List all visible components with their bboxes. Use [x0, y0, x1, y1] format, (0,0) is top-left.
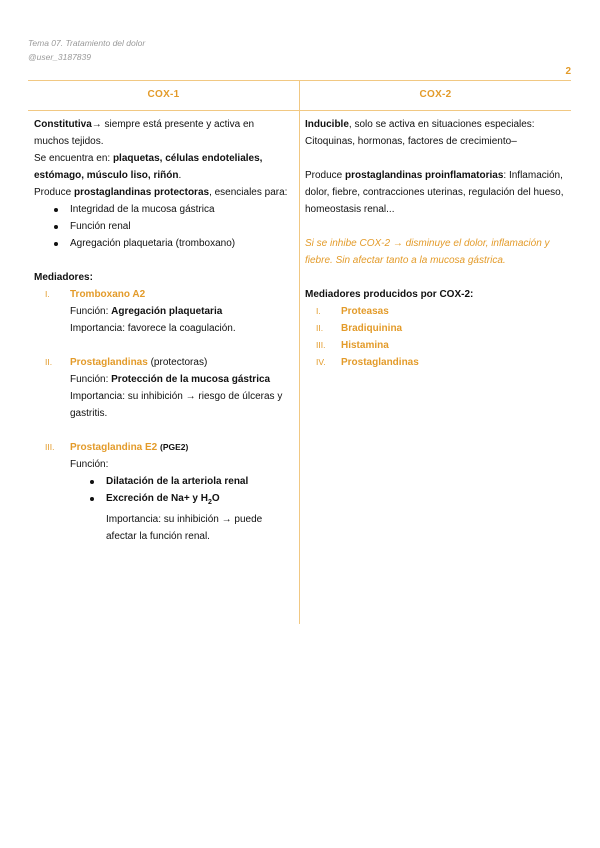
mediator-name: Prostaglandinas	[341, 357, 419, 368]
mediator-item	[34, 439, 290, 545]
mediator-item	[305, 303, 567, 320]
mediator-name-suffix: (PGE2)	[160, 442, 189, 452]
pge2-function-2: Excreción de Na+ y H	[106, 493, 208, 504]
user-handle: @user_3187839	[28, 52, 91, 62]
cox1-mediators-title	[34, 269, 290, 286]
mediator-name: Prostaglandinas	[70, 357, 148, 368]
cox2-inducible: Inducible	[305, 119, 349, 130]
roman-numeral: II.	[45, 357, 53, 367]
cox1-cell	[34, 116, 290, 545]
roman-numeral: III.	[316, 340, 326, 350]
cox2-mediators-title-text: Mediadores producidos por COX-2:	[305, 289, 474, 300]
mediator-name: Prostaglandina E2	[70, 442, 158, 453]
cox2-inhibition-note: Si se inhibe COX-2 → disminuye el dolor, inflamación y fiebre. Sin afectar tanto a la mucosa gástrica.	[305, 238, 550, 266]
cox1-location-end: .	[178, 170, 182, 181]
mediator-name: Histamina	[341, 340, 389, 351]
comparison-table	[28, 80, 571, 624]
cox1-definition	[34, 116, 290, 150]
mediator-item	[305, 337, 567, 354]
roman-numeral: II.	[316, 323, 324, 333]
function-label: Función:	[70, 374, 112, 385]
cox1-protective-pg: prostaglandinas protectoras	[74, 187, 210, 198]
mediator-item	[34, 354, 290, 422]
importance-text: Importancia: su inhibición → riesgo de úlceras y gastritis.	[70, 391, 283, 419]
pge2-function-1: Dilatación de la arteriola renal	[106, 476, 249, 487]
cox2-definition	[305, 116, 567, 150]
cox2-cell	[305, 116, 567, 371]
list-item: Agregación plaquetaria (tromboxano)	[34, 235, 290, 252]
list-item	[70, 473, 290, 490]
cox1-location-list: plaquetas, células endoteliales, estómago, músculo liso, riñón	[34, 153, 263, 181]
cox1-location	[34, 150, 290, 184]
importance-text: Importancia: su inhibición → puede afectar la función renal.	[106, 514, 263, 542]
cox1-mediators-list	[34, 286, 290, 545]
list-item: Función renal	[34, 218, 290, 235]
list-item	[70, 490, 290, 511]
roman-numeral: IV.	[316, 357, 326, 367]
mediator-name: Bradiquinina	[341, 323, 403, 334]
page-number: 2	[565, 66, 571, 77]
function-label: Función:	[70, 459, 109, 470]
cox2-proinflammatory-pg: prostaglandinas proinflamatorias	[345, 170, 504, 181]
cox2-mediators-list	[305, 303, 567, 371]
column-header-cox2: COX-2	[419, 89, 452, 100]
cox2-mediators-title	[305, 286, 567, 303]
roman-numeral: I.	[45, 289, 50, 299]
column-divider	[299, 80, 300, 624]
roman-numeral: I.	[316, 306, 321, 316]
mediator-item	[305, 354, 567, 371]
mediator-item	[305, 320, 567, 337]
mediator-item	[34, 286, 290, 337]
function-value: Agregación plaquetaria	[111, 306, 223, 317]
roman-numeral: III.	[45, 442, 55, 452]
cox1-mediators-title-text: Mediadores:	[34, 272, 93, 283]
cox1-produces-label: Produce	[34, 187, 75, 198]
cox2-produces	[305, 167, 567, 218]
function-label: Función:	[70, 306, 112, 317]
document-header	[28, 36, 145, 64]
column-header-cox1: COX-1	[147, 89, 180, 100]
topic-title: Tema 07. Tratamiento del dolor	[28, 38, 146, 48]
list-item: Integridad de la mucosa gástrica	[34, 201, 290, 218]
importance-text: Importancia: favorece la coagulación.	[70, 323, 236, 334]
cox2-definition-text: , solo se activa en situaciones especiales: Citoquinas, hormonas, factores de crecimiento–	[305, 119, 535, 147]
subscript-2: 2	[208, 499, 212, 506]
cox1-location-label: Se encuentra en:	[34, 153, 113, 164]
pge2-function-2-end: O	[211, 493, 220, 504]
cox2-produces-text: : Inflamación, dolor, fiebre, contracciones uterinas, regulación del hueso, homeostasis renal...	[305, 170, 564, 215]
cox1-constitutive: Constitutiva	[34, 119, 92, 130]
pge2-functions-list	[70, 473, 290, 511]
cox1-definition-text: → siempre está presente y activa en muchos tejidos.	[34, 119, 255, 147]
mediator-name: Proteasas	[341, 306, 389, 317]
cox1-functions-list	[34, 201, 290, 252]
cox1-produces-end: , esenciales para:	[209, 187, 288, 198]
cox2-produces-label: Produce	[305, 170, 346, 181]
mediator-name: Tromboxano A2	[70, 289, 146, 300]
function-value: Protección de la mucosa gástrica	[111, 374, 271, 385]
mediator-name-suffix: (protectoras)	[147, 357, 208, 368]
cox1-produces	[34, 184, 290, 201]
